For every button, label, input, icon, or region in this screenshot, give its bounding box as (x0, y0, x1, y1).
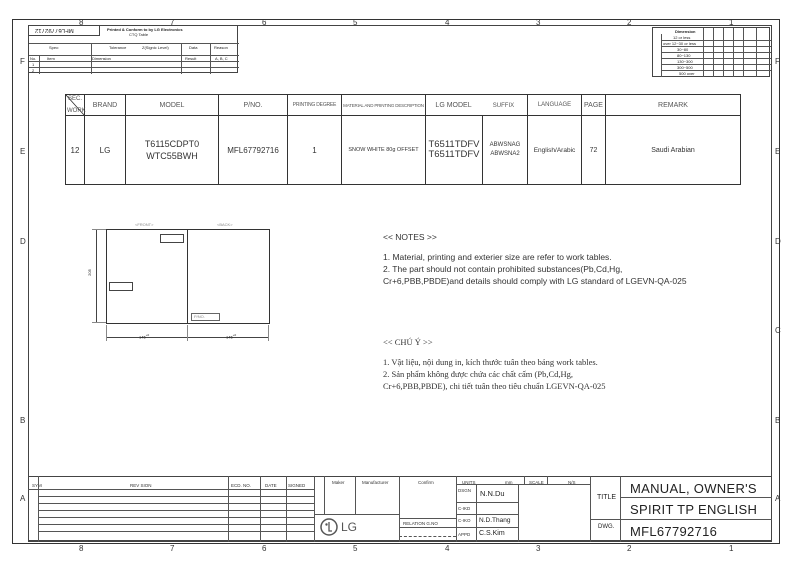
stamp-tolerance: Tolerance (109, 45, 127, 50)
zone-left-A: A (20, 494, 26, 503)
zone-top-6: 6 (262, 18, 267, 27)
zone-left-E: E (20, 147, 26, 156)
stamp-dimension: Dimension (92, 56, 111, 61)
work-table-row (66, 116, 741, 185)
cell-lg-model-1: T6511TDFV (428, 139, 480, 150)
manual-outline (106, 229, 270, 324)
zone-right-D: D (775, 237, 781, 246)
notes-vietnamese (383, 336, 605, 392)
width-ext-right (268, 325, 269, 341)
cell-brand: LG (85, 116, 126, 185)
zone-left-B: B (20, 416, 26, 425)
stamp-no: No. (30, 56, 37, 61)
zone-bottom-1: 1 (729, 544, 734, 553)
tb-appd: APPD (458, 532, 471, 537)
lg-logo-icon (320, 518, 338, 536)
cell-printing-degree: 1 (288, 116, 342, 185)
stamp-abc: A, B, C (215, 56, 228, 61)
work-table-header (66, 95, 741, 116)
cell-page: 72 (582, 116, 606, 185)
stamp-reason: Reason (214, 45, 228, 50)
tb-name-chk: N.D.Thang (479, 517, 511, 524)
tb-mm: mm (505, 480, 513, 485)
zone-right-A: A (775, 494, 781, 503)
ctq-stamp (28, 25, 238, 73)
tb-dwg-label: DWG. (598, 524, 615, 530)
cell-suffix-1: ABWSNAG (489, 142, 521, 148)
tb-title-line-1: MANUAL, OWNER'S (630, 481, 757, 496)
notes-vn-line-2: 2. Sản phẩm không được chứa các chất cấm (Pb,Cd,Hg, (383, 369, 574, 379)
pno-box-label: P/NO. (194, 314, 205, 319)
tb-chko: C-IKO (458, 518, 471, 523)
width-right-tol: +0 (232, 333, 237, 337)
cell-model (126, 116, 219, 185)
notes-line-3: Cr+6,PBB,PBDE)and details should comply with LG standard of LGEVN-QA-025 (383, 276, 687, 286)
tb-title-label: TITLE (597, 494, 617, 501)
tb-confirm: Confirm (418, 480, 434, 485)
zone-right-E: E (775, 147, 781, 156)
cell-model-1: T6115CDPT0 (144, 139, 200, 149)
stamp-signic: Z(Signic Level) (142, 45, 169, 50)
header-material: MATERIAL AND PRINTING DESCRIPTION (342, 95, 426, 116)
tb-units: UNITS (462, 480, 476, 485)
spec-row-6: 500 over (679, 71, 695, 76)
stamp-row-1: 1 (32, 62, 35, 67)
lg-logo-text: LG (341, 520, 358, 534)
tb-sym: SYM (32, 483, 42, 488)
notes-vn-title: << CHÚ Ý >> (383, 337, 433, 347)
spec-row-5: 300~500 (677, 65, 693, 70)
tb-ns: N/S (568, 480, 576, 485)
manual-fold-line (187, 229, 188, 323)
width-right-num: 145 (226, 334, 233, 340)
notes-line-1: 1. Material, printing and exterier size are refer to work tables. (383, 252, 612, 262)
tb-maker: Maker (332, 480, 345, 485)
zone-top-8: 8 (79, 18, 84, 27)
stamp-result: Result (185, 56, 197, 61)
height-dim-line (96, 229, 97, 322)
width-left-value (139, 333, 149, 339)
tb-scale: SCALE (529, 480, 544, 485)
zone-top-5: 5 (353, 18, 358, 27)
cell-lg-model-2: T6511TDFV (428, 149, 480, 160)
zone-top-4: 4 (445, 18, 450, 27)
stamp-doc-id: MFL67792712 (35, 27, 74, 33)
width-left-num: 145 (139, 334, 146, 340)
back-label: <BACK> (217, 222, 233, 227)
notes-vn-line-3: Cr+6,PBB,PBDE), chi tiết tuân theo tiêu chuẩn LGEVN-QA-025 (383, 381, 606, 391)
zone-top-3: 3 (536, 18, 541, 27)
front-label: <FRONT> (135, 222, 154, 227)
header-work: WORK (67, 108, 86, 114)
zone-right-C: C (775, 326, 781, 335)
stamp-row-2: 2 (32, 68, 35, 73)
zone-right-F: F (775, 57, 780, 66)
notes-vn-line-1: 1. Vật liệu, nội dung in, kích thước tuân theo bảng work tables. (383, 357, 598, 367)
zone-bottom-5: 5 (353, 544, 358, 553)
header-lg-model-suffix (426, 95, 528, 116)
tb-title-line-2: SPIRIT TP ENGLISH (630, 502, 758, 517)
barcode-box (109, 282, 133, 291)
tb-chkd: C-IKD (458, 506, 471, 511)
zone-bottom-4: 4 (445, 544, 450, 553)
tb-ecd: ECD. NO. (231, 483, 252, 488)
cell-language: English/Arabic (528, 116, 582, 185)
header-suffix: SUFFIX (492, 102, 515, 109)
zone-left-F: F (20, 57, 25, 66)
header-page: PAGE (582, 95, 606, 116)
zone-bottom-2: 2 (627, 544, 632, 553)
tb-relation: RELATION G.NO (403, 521, 438, 526)
zone-top-1: 1 (729, 18, 734, 27)
stamp-subtitle: CTQ Table (129, 32, 149, 37)
header-lg-model: LG MODEL (435, 101, 472, 109)
zone-bottom-7: 7 (170, 544, 175, 553)
header-brand: BRAND (85, 95, 126, 116)
tb-date: DATE (265, 483, 277, 488)
zone-bottom-6: 6 (262, 544, 267, 553)
zone-bottom-8: 8 (79, 544, 84, 553)
header-model: MODEL (126, 95, 219, 116)
height-ext-bottom (92, 322, 106, 323)
cell-remark: Saudi Arabian (606, 116, 741, 185)
stamp-item: Item (47, 56, 55, 61)
header-sec-work (66, 95, 85, 116)
header-printing-degree: PRINTING DEGREE (288, 95, 342, 116)
cell-model-2: WTC55BWH (146, 151, 198, 161)
pno-box (191, 313, 220, 321)
tb-revision: REV SION (130, 483, 152, 488)
spec-row-3: 80~130 (677, 53, 691, 58)
header-pno: P/NO. (219, 95, 288, 116)
width-ext-mid (187, 325, 188, 341)
tb-name-dsgn: N.N.Du (480, 489, 505, 498)
zone-bottom-3: 3 (536, 544, 541, 553)
zone-right-B: B (775, 416, 781, 425)
cell-work: 12 (66, 116, 85, 185)
tb-signed: SIGNED (288, 483, 306, 488)
notes-title: << NOTES >> (383, 232, 437, 242)
notes-english (383, 231, 687, 287)
spec-row-4: 130~300 (677, 59, 693, 64)
front-label-box (160, 234, 184, 243)
tb-name-app: C.S.Kim (479, 530, 505, 537)
spec-row-2: 30~80 (677, 47, 689, 52)
cell-material: SNOW WHITE 80g OFFSET (342, 116, 426, 185)
diagonal-line (66, 95, 84, 115)
height-value: 205 (86, 269, 92, 276)
dimension-spec-table (652, 27, 770, 77)
spec-table-title: Dimension (675, 29, 696, 34)
tb-dsgn: DSGN (458, 488, 472, 493)
zone-top-2: 2 (627, 18, 632, 27)
width-ext-left (106, 325, 107, 341)
lg-logo (320, 518, 358, 541)
cell-suffix (483, 116, 528, 185)
header-remark: REMARK (606, 95, 741, 116)
cell-suffix-2: ABWSNA2 (490, 151, 520, 157)
spec-row-0: 12 or less (673, 35, 691, 40)
height-ext-top (92, 229, 106, 230)
width-right-value (226, 333, 236, 339)
notes-line-2: 2. The part should not contain prohibited substances(Pb,Cd,Hg, (383, 264, 623, 274)
stamp-spec: Spec: (49, 45, 60, 50)
work-table (65, 94, 741, 185)
tb-manufacturer: Manufacturer (362, 480, 389, 485)
header-sec: SEC. (67, 96, 82, 102)
width-left-tol: +0 (145, 333, 150, 337)
cell-pno: MFL67792716 (219, 116, 288, 185)
tb-dwg-number: MFL67792716 (630, 524, 718, 539)
stamp-data: Data (189, 45, 198, 50)
cell-lg-model (426, 116, 483, 185)
zone-left-D: D (20, 237, 26, 246)
stamp-title: Printed & Conform to by LG Electronics (107, 27, 183, 32)
zone-top-7: 7 (170, 18, 175, 27)
spec-row-1: over 12~30 or less (663, 41, 697, 46)
header-language: LANGUAGE (528, 95, 582, 116)
